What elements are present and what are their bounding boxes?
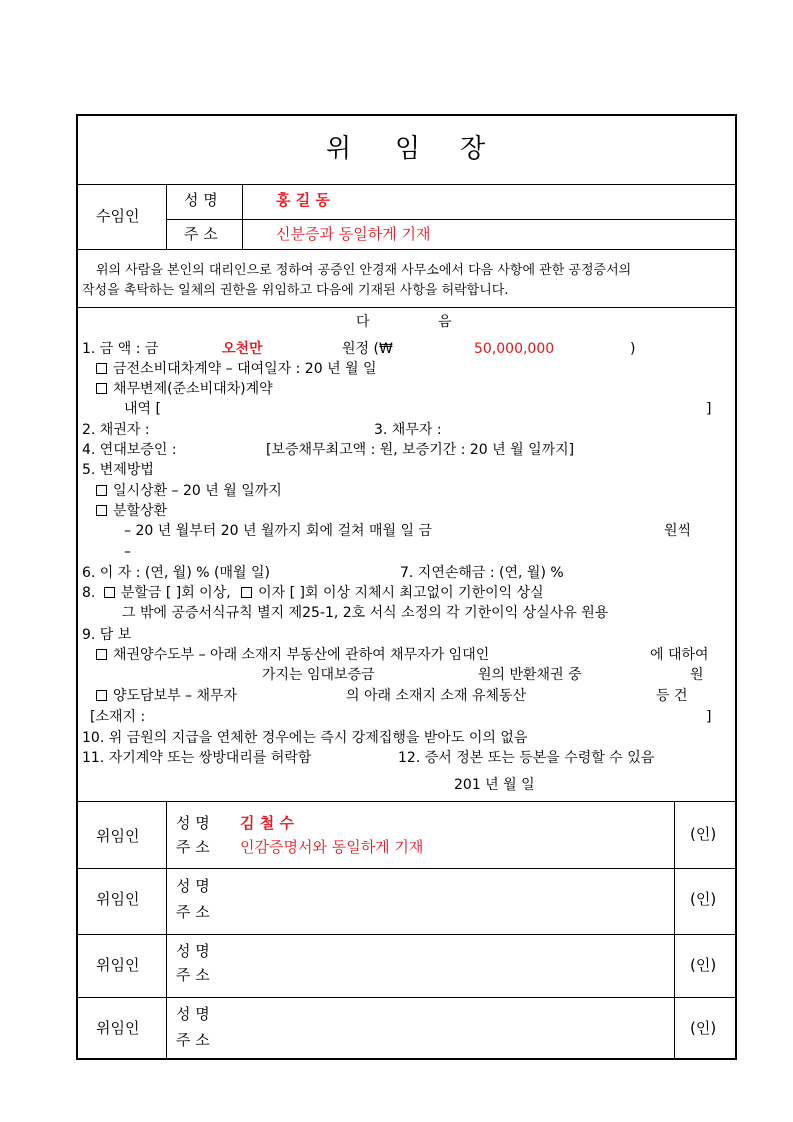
installment-overdue-checkbox[interactable]: [104, 587, 115, 598]
installment-dash: –: [124, 544, 131, 560]
interest-label: 6. 이 자 : (연, 월) % (매월 일): [82, 565, 270, 581]
principal-name-label: 성 명: [176, 814, 210, 832]
principal-label: 위임인: [96, 956, 140, 974]
collateral-label: 9. 담 보: [82, 627, 132, 643]
title-char-1: 위: [326, 134, 353, 164]
transfer-row[interactable]: [96, 687, 237, 705]
agent-address-value[interactable]: 신분증과 동일하게 기재: [276, 225, 431, 243]
location-close: ]: [706, 709, 712, 725]
principal-address-label: 주 소: [176, 1031, 210, 1049]
statement-line-1: 위의 사람을 본인의 대리인으로 정하여 공증인 안경재 사무소에서 다음 사항에 관한 공정증서의: [96, 263, 632, 278]
acceleration-row[interactable]: [82, 584, 544, 602]
principal-label: 위임인: [96, 1019, 140, 1037]
agent-name-value[interactable]: 홍 길 동: [276, 191, 330, 209]
installment-checkbox[interactable]: [96, 505, 107, 516]
statement-line-2: 작성을 촉탁하는 일체의 권한을 위임하고 다음에 기재된 사항을 허락합니다.: [82, 283, 509, 298]
debt-repayment-checkbox[interactable]: [96, 383, 107, 394]
assignment-refund: 원의 반환채권 중: [478, 667, 582, 683]
amount-korean[interactable]: 오천만: [222, 341, 263, 357]
item-10: 10. 위 금원의 지급을 연체한 경우에는 즉시 강제집행을 받아도 이의 없음: [82, 730, 528, 746]
principal-seal: (인): [690, 1019, 717, 1037]
late-interest-label: 7. 지연손해금 : (연, 월) %: [400, 565, 564, 581]
location-label: [소재지 :: [90, 709, 146, 725]
principal-name-label: 성 명: [176, 1005, 210, 1023]
assignment-text: 채권양수도부 – 아래 소재지 부동산에 관하여 채무자가 임대인: [113, 647, 490, 663]
loan-contract-text: 금전소비대차계약 – 대여일자 : 20 년 월 일: [113, 361, 377, 377]
principal-address-label: 주 소: [176, 903, 210, 921]
principal-seal: (인): [690, 890, 717, 908]
amount-close: ): [630, 341, 636, 357]
guarantor-label: 4. 연대보증인 :: [82, 442, 177, 458]
transfer-text: 양도담보부 – 채무자: [113, 688, 238, 704]
lump-sum-checkbox[interactable]: [96, 485, 107, 496]
amount-number[interactable]: 50,000,000: [474, 341, 555, 357]
repayment-method-label: 5. 변제방법: [82, 462, 154, 478]
assignment-checkbox[interactable]: [96, 649, 107, 660]
installment-detail: – 20 년 월부터 20 년 월까지 회에 걸쳐 매월 일 금: [124, 523, 432, 539]
agent-name-label: 성 명: [184, 191, 218, 209]
principal-address-value[interactable]: 인감증명서와 동일하게 기재: [240, 838, 424, 856]
title-char-3: 장: [460, 134, 487, 164]
amount-won-prefix: 원정 (₩: [342, 341, 393, 357]
assignment-row[interactable]: [96, 646, 489, 664]
installment-text: 분할상환: [113, 503, 168, 519]
details-close: ]: [706, 401, 712, 417]
details-heading-1: 다: [356, 314, 370, 330]
acceleration-text-1: 분할금 [ ]회 이상,: [120, 585, 231, 601]
principal-name-label: 성 명: [176, 942, 210, 960]
title-char-2: 임: [395, 134, 422, 164]
agent-address-label: 주 소: [184, 225, 218, 243]
acceleration-text-2: 이자 [ ]회 이상 지체시 최고없이 기한이익 상실: [258, 585, 544, 601]
transfer-count: 등 건: [656, 688, 688, 704]
creditor-label: 2. 채권자 :: [82, 422, 150, 438]
debt-repayment-row[interactable]: [96, 380, 273, 398]
document-date: 201 년 월 일: [454, 777, 535, 793]
amount-label: 1. 금 액 : 금: [82, 341, 159, 357]
acceleration-number: 8.: [82, 585, 96, 601]
acceleration-note: 그 밖에 공증서식규칙 별지 제25-1, 2호 서식 소정의 각 기한이익 상실사유 원용: [122, 605, 609, 621]
principal-seal: (인): [690, 825, 717, 843]
details-heading-2: 음: [438, 314, 452, 330]
loan-contract-checkbox[interactable]: [96, 363, 107, 374]
principal-address-label: 주 소: [176, 838, 210, 856]
loan-contract-row[interactable]: [96, 360, 377, 378]
principal-label: 위임인: [96, 890, 140, 908]
agent-label: 수임인: [96, 207, 140, 225]
debtor-label: 3. 채무자 :: [374, 422, 442, 438]
interest-overdue-checkbox[interactable]: [241, 587, 252, 598]
assignment-deposit: 가지는 임대보증금: [262, 667, 375, 683]
details-label: 내역 [: [124, 401, 161, 417]
principal-address-label: 주 소: [176, 966, 210, 984]
transfer-checkbox[interactable]: [96, 690, 107, 701]
lump-sum-text: 일시상환 – 20 년 월 일까지: [113, 483, 282, 499]
debt-repayment-text: 채무변제(준소비대차)계약: [113, 381, 273, 397]
principal-seal: (인): [690, 956, 717, 974]
principal-name-label: 성 명: [176, 877, 210, 895]
installment-row[interactable]: [96, 502, 167, 520]
installment-won: 원씩: [664, 523, 692, 539]
assignment-about: 에 대하여: [650, 647, 709, 663]
guarantee-limit: [보증채무최고액 : 원, 보증기간 : 20 년 월 일까지]: [266, 442, 575, 458]
lump-sum-row[interactable]: [96, 482, 282, 500]
transfer-movables: 의 아래 소재지 소재 유체동산: [346, 688, 527, 704]
item-12: 12. 증서 정본 또는 등본을 수령할 수 있음: [398, 750, 655, 766]
assignment-won: 원: [690, 667, 704, 683]
principal-label: 위임인: [96, 827, 140, 845]
item-11: 11. 자기계약 또는 쌍방대리를 허락함: [82, 750, 312, 766]
principal-name-value[interactable]: 김 철 수: [240, 814, 294, 832]
